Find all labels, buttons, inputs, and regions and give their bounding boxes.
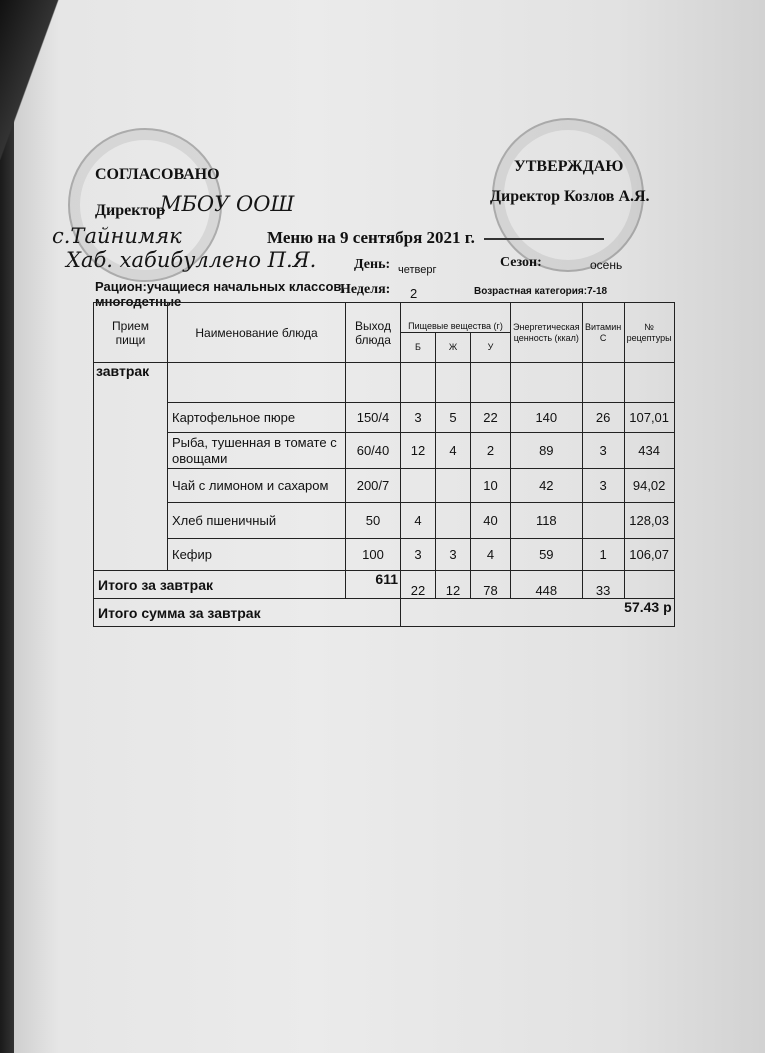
week-value: 2 xyxy=(410,286,418,301)
page-title: Меню на 9 сентября 2021 г. xyxy=(267,228,475,247)
sum-label: Итого сумма за завтрак xyxy=(94,599,401,627)
total-b: 22 xyxy=(401,571,436,599)
dish-recipe: 94,02 xyxy=(624,469,674,503)
dish-zh: 4 xyxy=(436,433,471,469)
dish-vitamin: 3 xyxy=(582,433,624,469)
dish-b: 3 xyxy=(401,403,436,433)
table-row xyxy=(94,433,675,469)
dish-recipe: 434 xyxy=(624,433,674,469)
handwriting-name: Хаб. хабибуллено П.Я. xyxy=(66,248,317,272)
dish-b: 3 xyxy=(401,539,436,571)
dish-energy: 118 xyxy=(511,503,583,539)
table-row xyxy=(94,539,675,571)
dish-name: Рыба, тушенная в томате с овощами xyxy=(168,433,346,469)
dish-recipe: 107,01 xyxy=(624,403,674,433)
header-zh: Ж xyxy=(436,333,471,363)
dish-vitamin: 1 xyxy=(582,539,624,571)
page-fold xyxy=(0,0,70,160)
menu-table xyxy=(93,302,675,627)
total-output: 611 xyxy=(346,571,401,599)
dish-vitamin xyxy=(582,503,624,539)
header-energy: Энергетическая ценность (ккал) xyxy=(511,303,583,363)
table-row xyxy=(94,403,675,433)
meal-name: завтрак xyxy=(94,363,168,571)
dish-energy: 140 xyxy=(511,403,583,433)
total-u: 78 xyxy=(471,571,511,599)
ration-line-2: многодетные xyxy=(95,294,182,309)
table-row xyxy=(94,469,675,503)
sum-value: 57.43 р xyxy=(401,599,675,627)
table-row xyxy=(94,503,675,539)
dish-output: 200/7 xyxy=(346,469,401,503)
dish-b: 12 xyxy=(401,433,436,469)
dish-output: 60/40 xyxy=(346,433,401,469)
header-recipe: № рецептуры xyxy=(624,303,674,363)
total-row xyxy=(94,571,675,599)
season-label: Сезон: xyxy=(500,255,542,270)
day-value: четверг xyxy=(398,264,437,276)
dish-zh: 5 xyxy=(436,403,471,433)
agreed-label: СОГЛАСОВАНО xyxy=(95,166,220,183)
dish-energy: 42 xyxy=(511,469,583,503)
director-left-handwriting: МБОУ ООШ xyxy=(160,192,295,216)
dish-recipe: 128,03 xyxy=(624,503,674,539)
sum-row xyxy=(94,599,675,627)
season-value: осень xyxy=(590,258,623,272)
dish-zh xyxy=(436,503,471,539)
dish-vitamin: 3 xyxy=(582,469,624,503)
dish-name: Хлеб пшеничный xyxy=(168,503,346,539)
ration-line-1: Рацион:учащиеся начальных классов, xyxy=(95,279,346,294)
dish-u: 22 xyxy=(471,403,511,433)
approved-label: УТВЕРЖДАЮ xyxy=(514,158,624,175)
total-recipe xyxy=(624,571,674,599)
dish-u: 2 xyxy=(471,433,511,469)
age-category: Возрастная категория:7-18 xyxy=(474,286,608,297)
dish-output: 100 xyxy=(346,539,401,571)
director-left-label: Директор xyxy=(95,202,165,219)
header-b: Б xyxy=(401,333,436,363)
dish-u: 10 xyxy=(471,469,511,503)
header-dish: Наименование блюда xyxy=(168,303,346,363)
dish-output: 50 xyxy=(346,503,401,539)
dish-name: Кефир xyxy=(168,539,346,571)
total-zh: 12 xyxy=(436,571,471,599)
dish-zh: 3 xyxy=(436,539,471,571)
header-u: У xyxy=(471,333,511,363)
dish-u: 4 xyxy=(471,539,511,571)
dish-output: 150/4 xyxy=(346,403,401,433)
dish-name: Картофельное пюре xyxy=(168,403,346,433)
dish-u: 40 xyxy=(471,503,511,539)
dish-vitamin: 26 xyxy=(582,403,624,433)
dish-energy: 89 xyxy=(511,433,583,469)
total-label: Итого за завтрак xyxy=(94,571,346,599)
header-nutrients: Пищевые вещества (г) xyxy=(401,303,511,333)
header-vitamin: Витамин С xyxy=(582,303,624,363)
dish-b: 4 xyxy=(401,503,436,539)
total-vitamin: 33 xyxy=(582,571,624,599)
title-underline xyxy=(484,238,604,240)
header-output: Выход блюда xyxy=(346,303,401,363)
day-label: День: xyxy=(354,257,391,272)
header-meal: Прием пищи xyxy=(94,303,168,363)
dish-zh xyxy=(436,469,471,503)
dish-b xyxy=(401,469,436,503)
week-label: Неделя: xyxy=(340,282,391,297)
dish-name: Чай с лимоном и сахаром xyxy=(168,469,346,503)
handwriting-village: с.Тайнимяк xyxy=(52,224,182,248)
total-energy: 448 xyxy=(511,571,583,599)
meal-row xyxy=(94,363,675,403)
dish-energy: 59 xyxy=(511,539,583,571)
director-right: Директор Козлов А.Я. xyxy=(490,188,650,205)
dish-recipe: 106,07 xyxy=(624,539,674,571)
